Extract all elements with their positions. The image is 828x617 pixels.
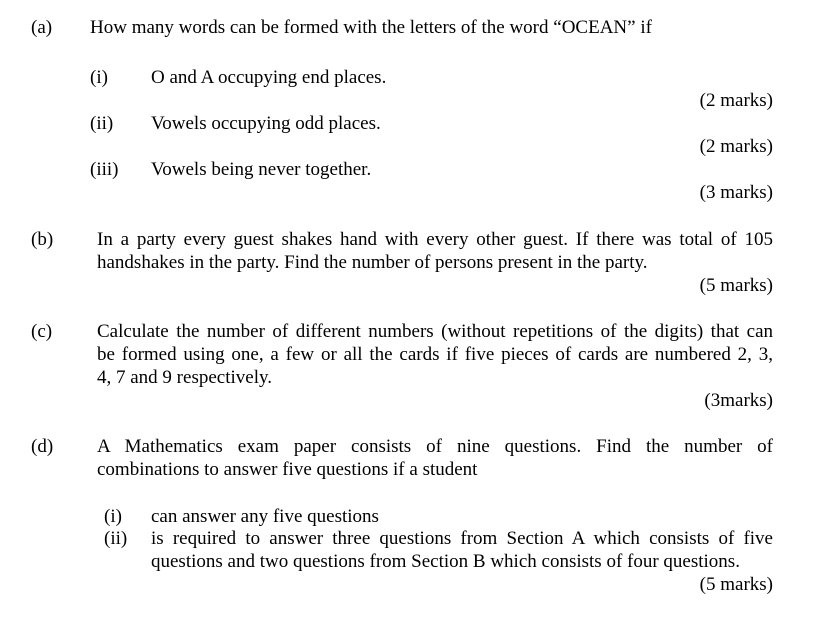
question-d-part-ii-line: questions and two questions from Section B which consists of four questions.: [151, 551, 740, 572]
question-a-part-iii-number: (iii): [90, 159, 119, 180]
question-a-part-i-marks: (2 marks): [699, 90, 773, 111]
question-b-line: In a party every guest shakes hand with every other guest. If there was total of 105: [97, 229, 773, 250]
question-d-part-i-text: can answer any five questions: [151, 506, 379, 527]
question-c-label: (c): [31, 321, 53, 342]
question-a-part-iii-text: Vowels being never together.: [151, 159, 372, 180]
question-a-text: How many words can be formed with the letters of the word “OCEAN” if: [90, 17, 652, 38]
question-c-line: be formed using one, a few or all the cards if five pieces of cards are numbered 2, 3,: [97, 344, 773, 365]
question-d-part-ii-number: (ii): [104, 528, 128, 549]
question-d-line: A Mathematics exam paper consists of nine questions. Find the number of: [97, 436, 773, 457]
question-d-marks: (5 marks): [699, 574, 773, 595]
question-d-label: (d): [31, 436, 54, 457]
question-c-text: [97, 320, 773, 389]
question-a-part-ii-marks: (2 marks): [699, 136, 773, 157]
question-a-part-i-text: O and A occupying end places.: [151, 67, 387, 88]
question-b-line: handshakes in the party. Find the number of persons present in the party.: [97, 252, 648, 273]
question-c-line: Calculate the number of different numbers (without repetitions of the digits) that can: [97, 321, 773, 342]
question-d-text: [97, 435, 773, 481]
question-d-part-ii-text: [151, 527, 773, 573]
question-a-part-ii-number: (ii): [90, 113, 114, 134]
question-c-marks: (3marks): [704, 390, 773, 411]
question-b-text: [97, 228, 773, 274]
question-c-line: 4, 7 and 9 respectively.: [97, 367, 272, 388]
question-a-part-ii-text: Vowels occupying odd places.: [151, 113, 381, 134]
question-b-label: (b): [31, 229, 54, 250]
question-b-marks: (5 marks): [699, 275, 773, 296]
question-d-part-ii-line: is required to answer three questions from Section A which consists of five: [151, 528, 773, 549]
question-a-part-iii-marks: (3 marks): [699, 182, 773, 203]
question-d-line: combinations to answer five questions if a student: [97, 459, 478, 480]
question-d-part-i-number: (i): [104, 506, 122, 527]
question-a-label: (a): [31, 17, 53, 38]
question-a-part-i-number: (i): [90, 67, 108, 88]
